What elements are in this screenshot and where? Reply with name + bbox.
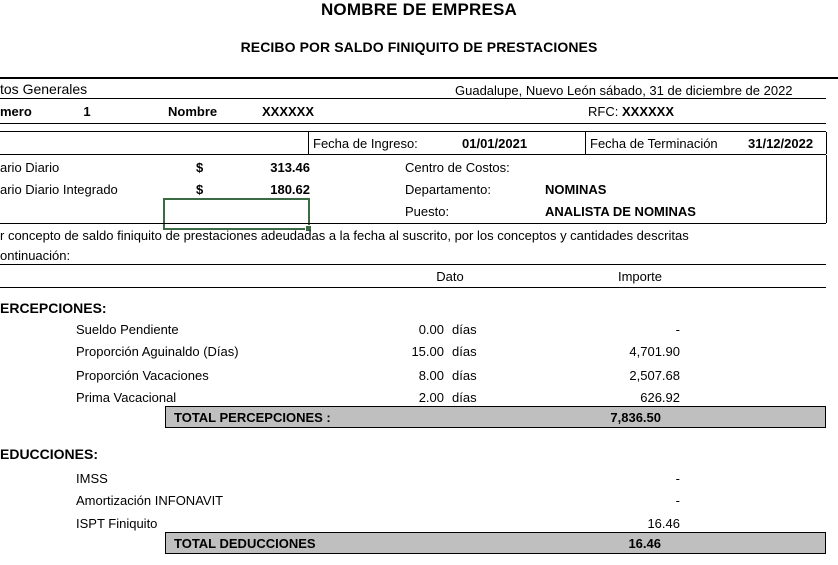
total-perceptions-value: 7,836.50 xyxy=(610,410,661,425)
perception-concept: Sueldo Pendiente xyxy=(76,322,179,337)
total-perceptions-bar xyxy=(165,406,826,428)
perception-concept: Proporción Vacaciones xyxy=(76,368,209,383)
rule-under-general-label xyxy=(0,98,826,99)
general-section-label: tos Generales xyxy=(0,81,88,97)
divider-block-right xyxy=(826,155,827,223)
daily-salary-label: ario Diario xyxy=(0,160,60,175)
department-label: Departamento: xyxy=(405,182,491,197)
employee-name-label: Nombre xyxy=(168,104,218,119)
perception-days: 0.00 xyxy=(418,322,444,337)
perception-days: 2.00 xyxy=(418,390,444,405)
total-deductions-bar xyxy=(165,532,826,554)
perception-days: 8.00 xyxy=(418,368,444,383)
employee-number-value: 1 xyxy=(83,104,91,119)
deduction-concept: IMSS xyxy=(76,471,108,486)
company-name-title: NOMBRE DE EMPRESA xyxy=(320,0,518,19)
perception-concept: Proporción Aguinaldo (Días) xyxy=(76,344,239,359)
rule-under-employee-row xyxy=(0,123,826,124)
divider-dates-left xyxy=(308,132,309,154)
integrated-salary-value: 180.62 xyxy=(270,182,310,197)
rule-top-dates xyxy=(0,131,826,132)
rule-under-salary-block xyxy=(0,223,826,224)
deduction-concept: ISPT Finiquito xyxy=(76,516,158,531)
deductions-heading: EDUCCIONES: xyxy=(0,446,99,462)
total-deductions-value: 16.46 xyxy=(628,536,661,551)
perceptions-heading: ERCEPCIONES: xyxy=(0,300,107,316)
position-value: ANALISTA DE NOMINAS xyxy=(545,204,696,219)
deduction-amount: - xyxy=(675,493,680,508)
admission-date-label: Fecha de Ingreso: xyxy=(313,136,418,151)
position-label: Puesto: xyxy=(405,204,450,219)
perception-amount: - xyxy=(675,322,680,337)
termination-date-label: Fecha de Terminación xyxy=(590,136,718,151)
divider-dates-right xyxy=(585,132,586,154)
location-date: Guadalupe, Nuevo León sábado, 31 de diciembre de 2022 xyxy=(455,83,793,98)
employee-name-value: XXXXXX xyxy=(262,104,315,119)
active-cell-selection[interactable] xyxy=(163,198,310,230)
perception-days-unit: días xyxy=(452,368,477,383)
perception-amount: 626.92 xyxy=(640,390,680,405)
department-value: NOMINAS xyxy=(545,182,607,197)
rule-under-statement xyxy=(0,264,826,265)
perception-amount: 2,507.68 xyxy=(629,368,680,383)
rfc-value: XXXXXX xyxy=(622,104,675,119)
termination-date-value: 31/12/2022 xyxy=(748,136,814,151)
integrated-salary-currency: $ xyxy=(196,182,204,197)
perception-amount: 4,701.90 xyxy=(629,344,680,359)
rule-under-dates xyxy=(0,154,826,155)
total-perceptions-label: TOTAL PERCEPCIONES : xyxy=(174,410,331,425)
integrated-salary-label: ario Diario Integrado xyxy=(0,182,118,197)
column-header-dato: Dato xyxy=(436,269,464,284)
perception-concept: Prima Vacacional xyxy=(76,390,177,405)
cost-center-label: Centro de Costos: xyxy=(405,160,510,175)
total-deductions-label: TOTAL DEDUCCIONES xyxy=(174,536,316,551)
receipt-title: RECIBO POR SALDO FINIQUITO DE PRESTACIONES xyxy=(240,39,598,55)
perception-days: 15.00 xyxy=(411,344,444,359)
daily-salary-currency: $ xyxy=(196,160,204,175)
admission-date-value: 01/01/2021 xyxy=(462,136,528,151)
statement-line-1: r concepto de saldo finiquito de prestaciones adeudadas a la fecha al suscrito, por los conceptos y cantidades descritas xyxy=(0,228,689,243)
daily-salary-value: 313.46 xyxy=(270,160,310,175)
deduction-amount: 16.46 xyxy=(647,516,680,531)
deduction-amount: - xyxy=(675,471,680,486)
rule-under-column-headers xyxy=(0,287,826,288)
rfc-label: RFC: xyxy=(588,104,619,119)
deduction-concept: Amortización INFONAVIT xyxy=(76,493,224,508)
perception-days-unit: días xyxy=(452,322,477,337)
divider-dates-end xyxy=(826,132,827,154)
statement-line-2: ontinuación: xyxy=(0,248,71,263)
column-header-importe: Importe xyxy=(617,269,663,284)
rule-top-general xyxy=(0,77,838,79)
employee-number-label: mero xyxy=(0,104,32,119)
perception-days-unit: días xyxy=(452,390,477,405)
perception-days-unit: días xyxy=(452,344,477,359)
